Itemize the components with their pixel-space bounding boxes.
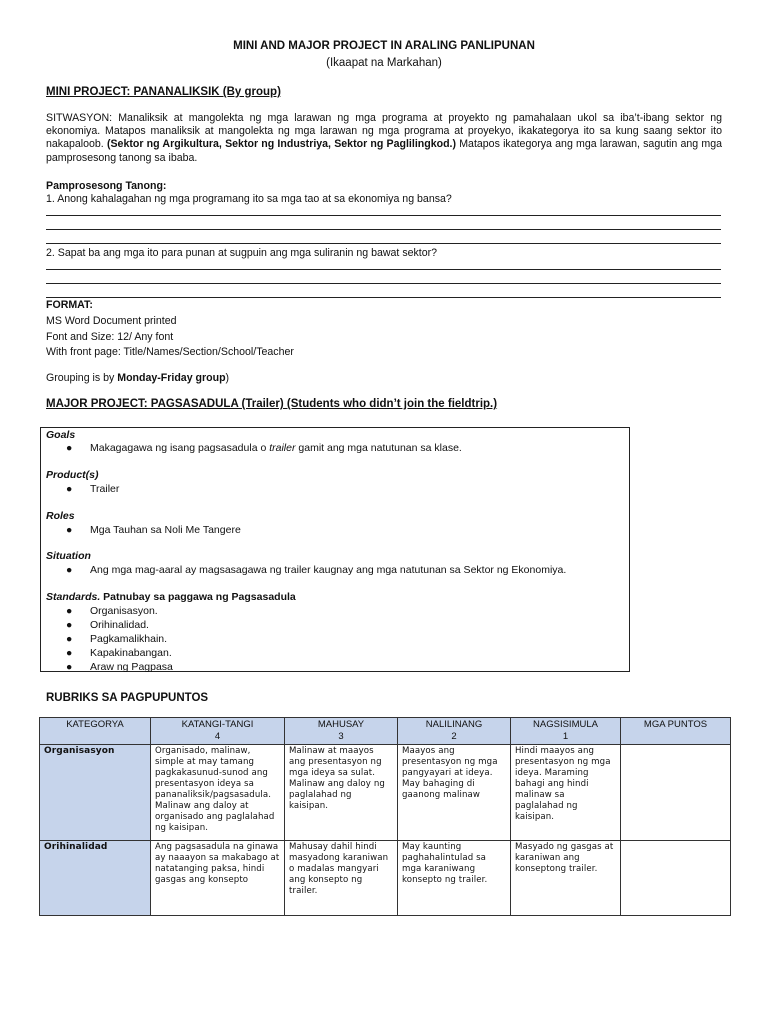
- rubric-cell: Organisado, malinaw, simple at may tamang pagkakasunud-sunod ang presentasyon ideya sa pananaliksik/pagsasadula. Malinaw ang daloy at organisado ang paglalahad ng kaisipan.: [151, 745, 285, 841]
- bullet-icon: ●: [66, 442, 73, 454]
- bullet-icon: ●: [66, 483, 73, 495]
- bullet-icon: ●: [66, 647, 73, 659]
- sitwasyon-sectors: (Sektor ng Argikultura, Sektor ng Industriya, Sektor ng Paglilingkod.): [106, 138, 457, 151]
- answer-line: [46, 243, 721, 244]
- header-label: NAGSISIMULA: [533, 719, 598, 730]
- document-subtitle: (Ikaapat na Markahan): [326, 57, 442, 69]
- rubric-cell: Maayos ang presentasyon ng mga pangyayari at ideya. May bahaging di gaanong malinaw: [398, 745, 511, 841]
- table-header-row: [40, 718, 731, 745]
- major-project-heading: MAJOR PROJECT: PAGSASADULA (Trailer) (Students who didn’t join the fieldtrip.): [46, 398, 498, 410]
- standards-text: Araw ng Pagpasa: [90, 661, 173, 673]
- product-item: [66, 483, 119, 495]
- standards-label: Standards.: [46, 591, 101, 603]
- answer-line: [46, 283, 721, 284]
- table-header: [285, 718, 398, 745]
- goals-text: Makagagawa ng isang pagsasadula o: [90, 442, 270, 454]
- bullet-icon: ●: [66, 524, 73, 536]
- goals-text-end: gamit ang mga natutunan sa klase.: [295, 442, 462, 454]
- standards-item: [66, 605, 158, 617]
- standards-text: Pagkamalikhain.: [90, 633, 168, 645]
- sitwasyon-text-end: Matapos ikategorya ang mga larawan, sagutin ang mga pamprosesong tanong sa ibaba.: [46, 138, 723, 164]
- question-2: 2. Sapat ba ang mga ito para punan at sugpuin ang mga suliranin ng bawat sektor?: [46, 247, 438, 259]
- bullet-icon: ●: [66, 661, 73, 673]
- header-label: MGA PUNTOS: [643, 719, 708, 730]
- header-score: 2: [451, 730, 457, 742]
- standards-item: [66, 633, 167, 645]
- standards-text: Organisasyon.: [90, 605, 158, 617]
- table-row: [40, 841, 731, 916]
- table-header: [398, 718, 511, 745]
- table-row: [40, 745, 731, 841]
- header-label: KATANGI-TANGI: [181, 719, 254, 730]
- table-header: [511, 718, 621, 745]
- points-cell: [621, 745, 731, 841]
- points-cell: [621, 841, 731, 916]
- mini-project-heading: MINI PROJECT: PANANALIKSIK (By group): [46, 86, 281, 98]
- bullet-icon: ●: [66, 619, 73, 631]
- grouping-days: Monday-Friday group: [117, 372, 226, 384]
- rubric-cell: Mahusay dahil hindi masyadong karaniwan o madalas mangyari ang konsepto ng trailer.: [285, 841, 398, 916]
- situation-label: Situation: [46, 550, 91, 562]
- table-header: [621, 718, 731, 745]
- answer-line: [46, 215, 721, 216]
- grouping-text: [46, 372, 229, 384]
- product-text: Trailer: [90, 483, 120, 495]
- standards-title: Patnubay sa paggawa ng Pagsasadula: [100, 591, 296, 603]
- header-label: KATEGORYA: [66, 719, 124, 730]
- rubrics-heading: RUBRIKS SA PAGPUPUNTOS: [46, 692, 209, 704]
- grasps-box: [40, 427, 630, 672]
- format-line: MS Word Document printed: [46, 315, 177, 327]
- sitwasyon-paragraph: [46, 112, 722, 165]
- goals-label: Goals: [46, 429, 76, 441]
- rubric-cell: Masyado ng gasgas at karaniwan ang konseptong trailer.: [511, 841, 621, 916]
- format-label: FORMAT:: [46, 299, 93, 311]
- role-text: Mga Tauhan sa Noli Me Tangere: [90, 524, 241, 536]
- question-1: 1. Anong kahalagahan ng mga programang ito sa mga tao at sa ekonomiya ng bansa?: [46, 193, 452, 205]
- document-title: MINI AND MAJOR PROJECT IN ARALING PANLIPUNAN: [233, 40, 535, 52]
- role-item: [66, 524, 241, 536]
- grouping-post: ): [225, 372, 230, 384]
- answer-line: [46, 229, 721, 230]
- standards-heading: [46, 591, 296, 603]
- table-header: [40, 718, 151, 745]
- standards-item: [66, 647, 172, 659]
- header-score: 1: [562, 730, 569, 742]
- grouping-pre: Grouping is by: [46, 372, 118, 384]
- rubric-cell: Hindi maayos ang presentasyon ng mga ideya. Maraming bahagi ang hindi malinaw sa paglalahad ng kaisipan.: [511, 745, 621, 841]
- header-score: 3: [338, 730, 344, 742]
- category-cell: Orihinalidad: [40, 841, 151, 916]
- format-line: Font and Size: 12/ Any font: [46, 331, 174, 343]
- standards-item: [66, 619, 149, 631]
- goals-item: [66, 442, 462, 454]
- answer-line: [46, 269, 721, 270]
- questions-label: Pamprosesong Tanong:: [46, 180, 167, 192]
- table-header: [151, 718, 285, 745]
- header-label: NALILINANG: [425, 719, 483, 730]
- answer-line: [46, 297, 721, 298]
- goals-trailer-word: trailer: [269, 442, 296, 454]
- bullet-icon: ●: [66, 605, 73, 617]
- standards-item: [66, 661, 173, 673]
- roles-label: Roles: [46, 510, 75, 522]
- bullet-icon: ●: [66, 633, 73, 645]
- rubric-cell: Ang pagsasadula na ginawa ay naaayon sa makabago at natatanging paksa, hindi gasgas ang konsepto: [151, 841, 285, 916]
- header-score: 4: [214, 730, 221, 742]
- category-cell: Organisasyon: [40, 745, 151, 841]
- standards-text: Orihinalidad.: [90, 619, 149, 631]
- situation-item: [66, 564, 566, 576]
- rubric-cell: May kaunting paghahalintulad sa mga karaniwang konsepto ng trailer.: [398, 841, 511, 916]
- rubric-cell: Malinaw at maayos ang presentasyon ng mga ideya sa sulat. Malinaw ang daloy ng paglalahad ng kaisipan.: [285, 745, 398, 841]
- bullet-icon: ●: [66, 564, 73, 576]
- standards-text: Kapakinabangan.: [90, 647, 172, 659]
- format-line: With front page: Title/Names/Section/School/Teacher: [46, 346, 294, 358]
- rubrics-table: [39, 717, 731, 916]
- situation-text: Ang mga mag-aaral ay magsasagawa ng trailer kaugnay ang mga natutunan sa Sektor ng Ekonomiya.: [90, 564, 567, 576]
- products-label: Product(s): [46, 469, 99, 481]
- sitwasyon-text: SITWASYON: Manaliksik at mangolekta ng mga larawan ng mga programa at proyekto ng pamahalaan ukol sa iba’t-ibang sektor ng ekonomiya. Matapos manaliksik at mangolekta ng mga larawan ng mga programa at proyekyo, ikakategorya ito sa kung saang sektor ito nakapaloob.: [46, 112, 722, 151]
- header-label: MAHUSAY: [317, 719, 365, 730]
